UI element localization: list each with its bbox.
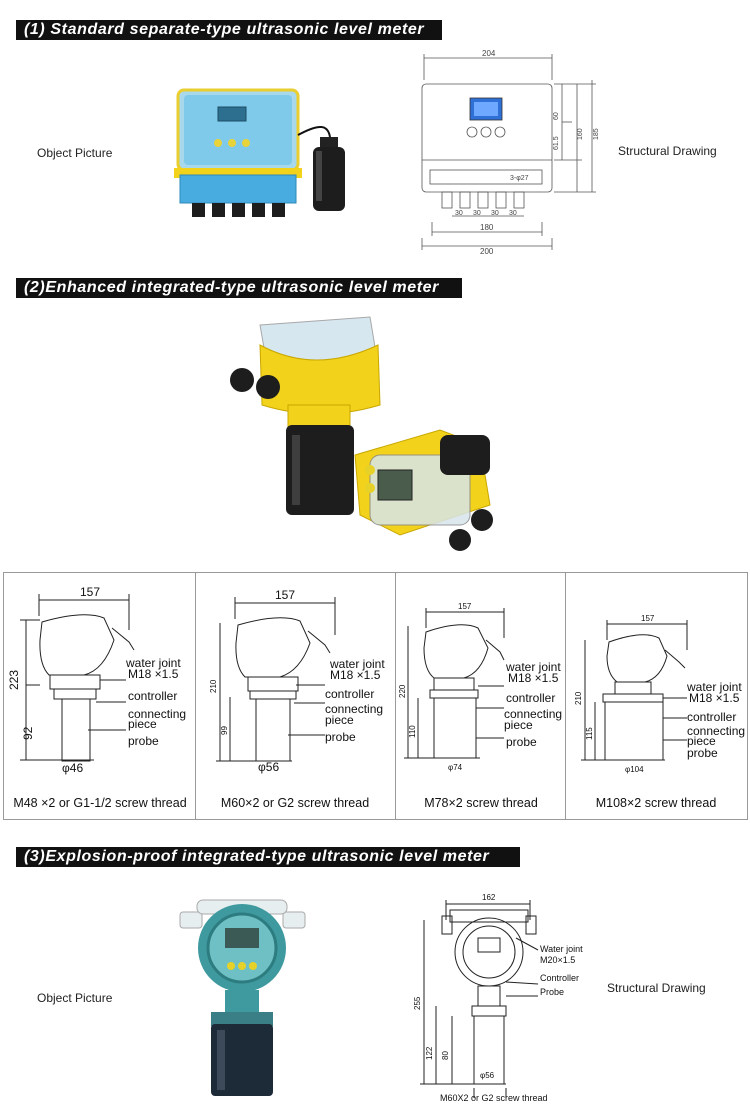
panel-3-drawing xyxy=(396,598,564,783)
dim-204: 204 xyxy=(482,50,496,58)
panel-4-drawing xyxy=(567,610,745,785)
p1-label-1: M18 ×1.5 xyxy=(128,667,179,681)
p4-lower: 115 xyxy=(585,727,594,740)
p1-total: 223 xyxy=(7,669,21,690)
p2-label-3: connecting xyxy=(325,702,384,716)
p4-label-4: piece xyxy=(687,734,716,748)
p1-lower: 92 xyxy=(21,726,35,740)
dim-seg-4: 30 xyxy=(509,210,517,217)
e-total: 255 xyxy=(413,996,422,1010)
p3-width: 157 xyxy=(458,602,472,611)
dim-61-5: 61.5 xyxy=(553,136,560,150)
structural-drawing-3 xyxy=(410,890,595,1105)
dim-160: 160 xyxy=(577,128,584,140)
e-controller: Controller xyxy=(540,973,580,983)
p1-label-5: probe xyxy=(128,734,159,748)
p1-label-2: controller xyxy=(128,689,178,703)
p3-label-1: M18 ×1.5 xyxy=(508,671,559,685)
p4-label-2: controller xyxy=(687,710,737,724)
p1-label-4: piece xyxy=(128,717,157,731)
e-water-joint: Water joint xyxy=(540,944,583,954)
e-width: 162 xyxy=(482,893,496,902)
p4-label-3: connecting xyxy=(687,724,745,738)
e-m20: M20×1.5 xyxy=(540,955,576,965)
p3-label-3: connecting xyxy=(504,707,563,721)
p3-label-5: probe xyxy=(506,735,537,749)
separate-meter-photo xyxy=(170,85,360,230)
object-picture-caption: Object Picture xyxy=(37,146,113,160)
p2-label-2: controller xyxy=(325,687,375,701)
structural-drawing-caption-3: Structural Drawing xyxy=(607,981,706,995)
section2-title: (2)Enhanced integrated-type ultrasonic level meter xyxy=(16,278,462,298)
panel-divider-1 xyxy=(195,572,196,819)
panel-divider-3 xyxy=(565,572,566,819)
p3-label-2: controller xyxy=(506,691,556,705)
p4-thread: M108×2 screw thread xyxy=(595,796,717,810)
p2-diam: φ56 xyxy=(258,760,280,774)
p2-total: 210 xyxy=(209,679,218,693)
p2-label-4: piece xyxy=(325,713,354,727)
structural-drawing-1 xyxy=(412,50,612,260)
section3-title: (3)Explosion-proof integrated-type ultrasonic level meter xyxy=(16,847,520,867)
dim-60: 60 xyxy=(553,112,560,120)
panel-1-drawing xyxy=(4,580,194,780)
p4-label-5: probe xyxy=(687,746,718,760)
p3-lower: 110 xyxy=(408,725,417,738)
p2-lower: 99 xyxy=(220,726,229,735)
p4-label-0: water joint xyxy=(687,680,742,694)
p1-width: 157 xyxy=(80,585,101,599)
e-diam: φ56 xyxy=(480,1071,495,1080)
e-probe-len: 80 xyxy=(441,1051,450,1060)
structural-drawing-caption: Structural Drawing xyxy=(618,144,717,158)
dim-200: 200 xyxy=(480,247,494,256)
p3-label-4: piece xyxy=(504,718,533,732)
e-thread: M60X2 or G2 screw thread xyxy=(440,1093,548,1103)
p4-width: 157 xyxy=(641,614,655,623)
object-picture-caption-3: Object Picture xyxy=(37,991,113,1005)
p1-diam: φ46 xyxy=(62,761,84,775)
e-probe-label: Probe xyxy=(540,987,565,997)
p4-total: 210 xyxy=(574,691,583,705)
dim-seg-3: 30 xyxy=(491,210,499,217)
p4-diam: φ104 xyxy=(625,765,644,774)
p3-total: 220 xyxy=(398,684,407,698)
p1-label-3: connecting xyxy=(128,707,187,721)
section1-title: (1) Standard separate-type ultrasonic level meter xyxy=(16,20,442,40)
panel-2-drawing xyxy=(200,585,395,780)
dim-180: 180 xyxy=(480,223,494,232)
dim-holes: 3-φ27 xyxy=(510,175,529,182)
dim-seg-1: 30 xyxy=(455,210,463,217)
explosion-proof-meter-photo xyxy=(175,890,310,1105)
p3-thread: M78×2 screw thread xyxy=(424,796,538,810)
dim-185: 185 xyxy=(593,128,600,140)
p2-thread: M60×2 or G2 screw thread xyxy=(220,796,370,810)
dim-seg-2: 30 xyxy=(473,210,481,217)
p2-width: 157 xyxy=(275,588,296,602)
p1-thread: M48 ×2 or G1-1/2 screw thread xyxy=(13,796,187,810)
e-lower: 122 xyxy=(425,1046,434,1060)
p3-diam: φ74 xyxy=(448,763,463,772)
p1-label-0: water joint xyxy=(126,656,181,670)
integrated-meter-photo xyxy=(220,305,520,565)
p3-label-0: water joint xyxy=(506,660,561,674)
p4-label-1: M18 ×1.5 xyxy=(689,691,740,705)
p2-label-0: water joint xyxy=(330,657,385,671)
p2-label-1: M18 ×1.5 xyxy=(330,668,381,682)
p2-label-5: probe xyxy=(325,730,356,744)
